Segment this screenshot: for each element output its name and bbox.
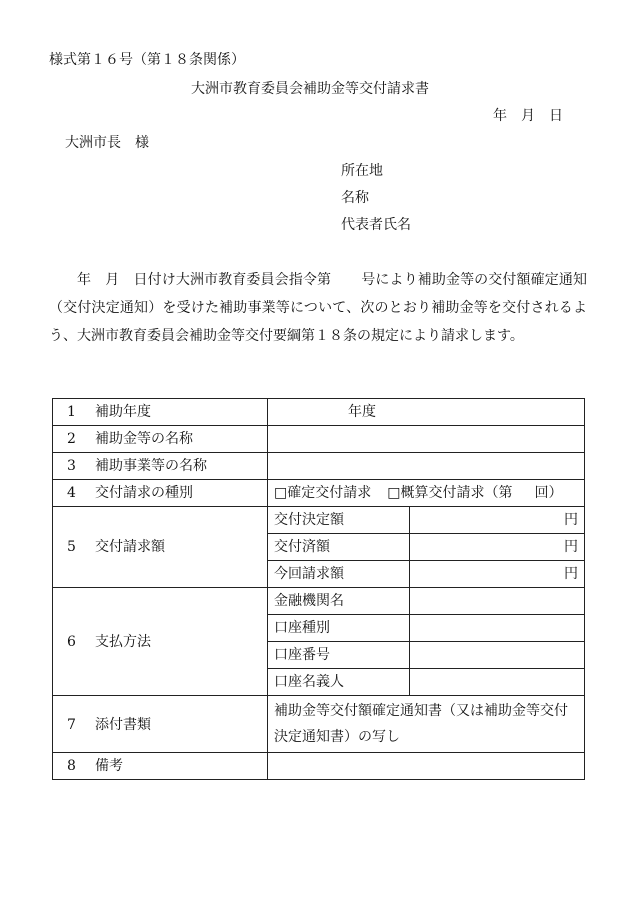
- body-segment-2: 号により補助金等の交付額確定通知（交付決定通知）を受けた補助事業等について、次のとおり補助金等を交付されるよう、大洲市教育委員会補助金等交付要綱第１８条の規定により請求します。: [49, 272, 588, 344]
- row-label: 備考: [95, 758, 123, 774]
- paid-amount-field[interactable]: [410, 534, 585, 561]
- row-label-cell: [53, 696, 268, 753]
- row-number: 1: [67, 404, 76, 420]
- paid-amount-label: 交付済額: [268, 534, 410, 561]
- row-label: 補助金等の名称: [95, 431, 193, 447]
- estimated-request-end: 回）: [534, 485, 563, 501]
- row-number: 2: [67, 431, 76, 447]
- table-row: [53, 426, 585, 453]
- row-number: 4: [67, 485, 76, 501]
- request-type-field: [268, 480, 585, 507]
- request-body-text: [49, 266, 587, 350]
- yen-unit: 円: [564, 566, 578, 582]
- current-request-label: 今回請求額: [268, 561, 410, 588]
- row-number: 3: [67, 458, 76, 474]
- table-row: [53, 507, 585, 534]
- date-line: 年 月 日: [493, 108, 563, 124]
- row-label: 交付請求の種別: [95, 485, 193, 501]
- project-name-field[interactable]: [268, 453, 585, 480]
- row-label-cell: [53, 399, 268, 426]
- decided-amount-field[interactable]: [410, 507, 585, 534]
- table-row: [53, 453, 585, 480]
- yen-unit: 円: [564, 512, 578, 528]
- table-row: [53, 399, 585, 426]
- account-holder-field[interactable]: [410, 669, 585, 696]
- yen-unit: 円: [564, 539, 578, 555]
- account-number-label: 口座番号: [268, 642, 410, 669]
- sender-address-label: 所在地: [341, 163, 383, 179]
- row-label-cell: [53, 426, 268, 453]
- fiscal-year-field[interactable]: [268, 399, 585, 426]
- row-label: 交付請求額: [95, 539, 165, 555]
- row-label: 補助年度: [95, 404, 151, 420]
- account-holder-label: 口座名義人: [268, 669, 410, 696]
- bank-name-field[interactable]: [410, 588, 585, 615]
- table-row: [53, 480, 585, 507]
- request-table: [52, 398, 585, 780]
- row-number: 5: [67, 539, 76, 555]
- table-row: [53, 753, 585, 780]
- bank-name-label: 金融機関名: [268, 588, 410, 615]
- row-number: 8: [67, 758, 76, 774]
- fixed-request-checkbox[interactable]: □確定交付請求: [274, 485, 372, 501]
- sender-name-label: 名称: [341, 190, 369, 206]
- body-segment-1: 年 月 日付け大洲市教育委員会指令第: [77, 272, 332, 288]
- current-request-field[interactable]: [410, 561, 585, 588]
- table-row: [53, 696, 585, 753]
- row-label-cell: [53, 507, 268, 588]
- document-title: 大洲市教育委員会補助金等交付請求書: [191, 81, 429, 97]
- row-label-cell: [53, 753, 268, 780]
- account-number-field[interactable]: [410, 642, 585, 669]
- row-label: 添付書類: [95, 717, 151, 733]
- row-label: 支払方法: [95, 633, 151, 650]
- remarks-field[interactable]: [268, 753, 585, 780]
- addressee: 大洲市長 様: [65, 135, 149, 151]
- row-number: 7: [67, 717, 76, 733]
- decided-amount-label: 交付決定額: [268, 507, 410, 534]
- estimated-request-checkbox[interactable]: □概算交付請求（第: [387, 485, 513, 501]
- attachments-text: 補助金等交付額確定通知書（又は補助金等交付決定通知書）の写し: [268, 696, 585, 753]
- sender-representative-label: 代表者氏名: [341, 217, 411, 233]
- row-label-cell: [53, 453, 268, 480]
- fiscal-year-suffix: 年度: [348, 404, 376, 420]
- row-label-cell: [53, 480, 268, 507]
- account-type-field[interactable]: [410, 615, 585, 642]
- table-row: [53, 588, 585, 615]
- form-number: 様式第１６号（第１８条関係）: [49, 52, 245, 68]
- account-type-label: 口座種別: [268, 615, 410, 642]
- subsidy-name-field[interactable]: [268, 426, 585, 453]
- row-label-cell: [53, 588, 268, 696]
- row-label: 補助事業等の名称: [95, 458, 207, 474]
- row-number: 6: [67, 633, 76, 650]
